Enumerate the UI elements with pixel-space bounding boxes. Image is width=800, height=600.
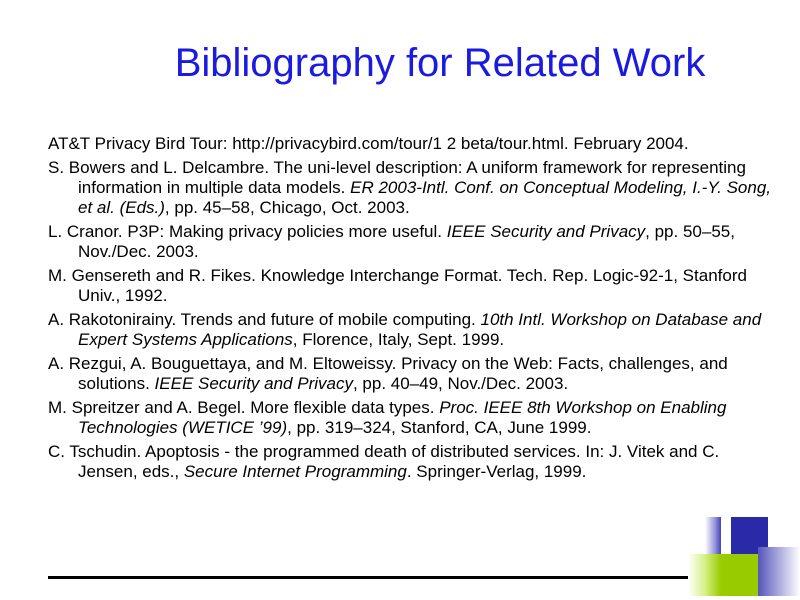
decorative-square-blue-fade bbox=[705, 517, 721, 554]
reference-text: , Florence, Italy, Sept. 1999. bbox=[292, 330, 505, 349]
reference-text: L. Cranor. P3P: Making privacy policies more useful. bbox=[48, 222, 447, 241]
reference-item bbox=[48, 158, 778, 218]
reference-item bbox=[48, 134, 778, 154]
reference-venue: Proc. IEEE 8th Workshop on Enabling Technologies (WETICE ’99) bbox=[78, 398, 727, 437]
reference-text: , pp. 319–324, Stanford, CA, June 1999. bbox=[287, 418, 592, 437]
reference-text: . Springer-Verlag, 1999. bbox=[406, 462, 587, 481]
reference-text: M. Gensereth and R. Fikes. Knowledge Interchange Format. Tech. Rep. Logic-92-1, Stanford Univ., 1992. bbox=[48, 266, 747, 305]
reference-text: A. Rakotonirainy. Trends and future of mobile computing. bbox=[48, 310, 481, 329]
reference-venue: Secure Internet Programming bbox=[183, 462, 407, 481]
bottom-rule bbox=[48, 576, 708, 579]
reference-venue: IEEE Security and Privacy bbox=[446, 222, 646, 241]
reference-text: , pp. 45–58, Chicago, Oct. 2003. bbox=[164, 198, 410, 217]
slide-title: Bibliography for Related Work bbox=[174, 41, 706, 85]
reference-venue: ER 2003-Intl. Conf. on Conceptual Modeling, I.-Y. Song, et al. (Eds.) bbox=[78, 178, 771, 217]
reference-text: A. Rezgui, A. Bouguettaya, and M. Eltoweissy. Privacy on the Web: Facts, challenges, and solutions. bbox=[48, 354, 728, 393]
reference-item bbox=[48, 266, 778, 306]
reference-item bbox=[48, 354, 778, 394]
reference-item bbox=[48, 442, 778, 482]
reference-text: , pp. 40–49, Nov./Dec. 2003. bbox=[352, 374, 569, 393]
reference-venue: IEEE Security and Privacy bbox=[154, 374, 353, 393]
reference-text: C. Tschudin. Apoptosis - the programmed death of distributed services. In: J. Vitek and C. Jensen, eds., bbox=[48, 442, 720, 481]
decorative-square-blue-light bbox=[758, 547, 800, 596]
decorative-square-green-fade bbox=[688, 554, 721, 596]
reference-text: AT&T Privacy Bird Tour: http://privacybird.com/tour/1 2 beta/tour.html. February 2004. bbox=[48, 134, 689, 153]
reference-item bbox=[48, 398, 778, 438]
reference-item bbox=[48, 310, 778, 350]
reference-item bbox=[48, 222, 778, 262]
reference-text: , pp. 50–55, Nov./Dec. 2003. bbox=[78, 222, 735, 261]
reference-venue: 10th Intl. Workshop on Database and Expert Systems Applications bbox=[78, 310, 762, 349]
reference-text: M. Spreitzer and A. Begel. More flexible data types. bbox=[48, 398, 440, 417]
decorative-square-green bbox=[721, 554, 758, 596]
reference-list bbox=[48, 134, 778, 486]
reference-text: S. Bowers and L. Delcambre. The uni-level description: A uniform framework for representing information in multiple data models. bbox=[48, 158, 746, 197]
